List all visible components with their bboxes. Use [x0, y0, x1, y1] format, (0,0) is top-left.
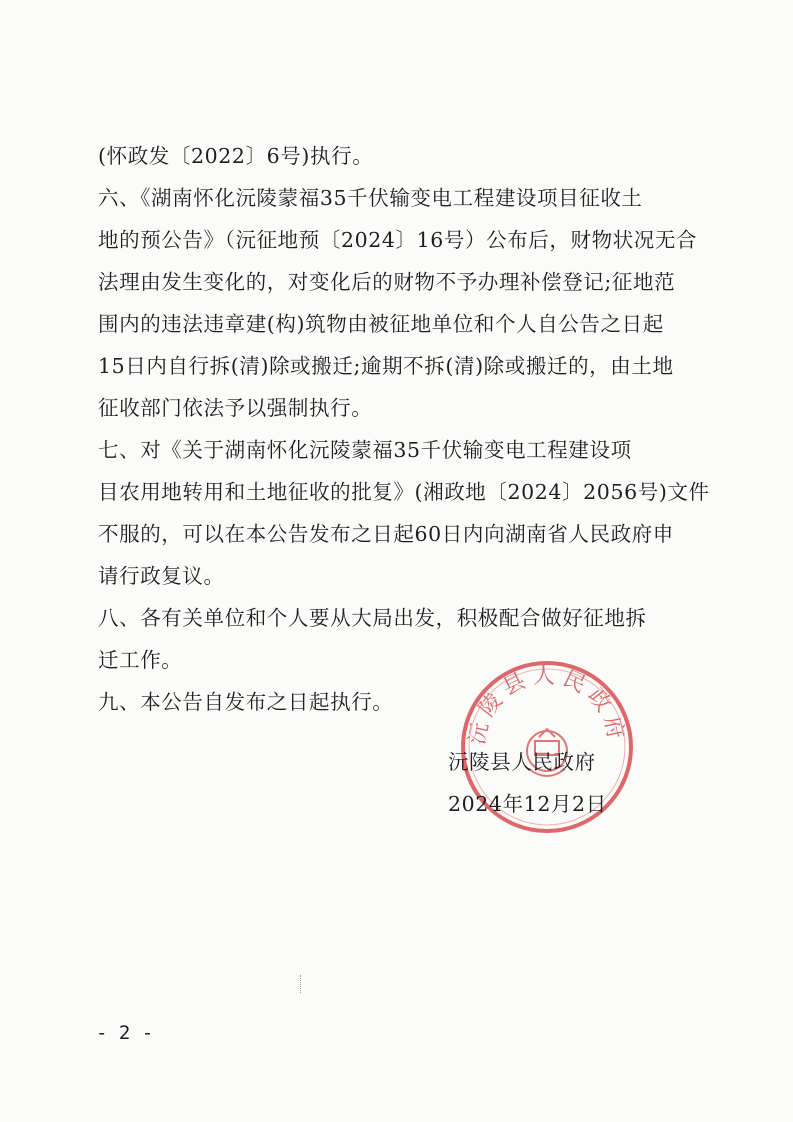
seal-text: 沅陵县人民政府: [464, 664, 630, 748]
scan-mark: [300, 975, 302, 993]
issuer-name: 沅陵县人民政府: [448, 750, 596, 774]
body-line: 六、《湖南怀化沅陵蒙福35千伏输变电工程建设项目征收土: [98, 186, 643, 210]
issue-date: 2024年12月2日: [448, 792, 607, 816]
body-line: 迁工作。: [98, 648, 183, 672]
body-line: 法理由发生变化的，对变化后的财物不予办理补偿登记;征地范: [98, 270, 676, 294]
body-line: 15日内自行拆(清)除或搬迁;逾期不拆(清)除或搬迁的，由土地: [98, 354, 674, 378]
page-number: - 2 -: [96, 1022, 154, 1044]
body-line: 不服的，可以在本公告发布之日起60日内向湖南省人民政府申: [98, 522, 674, 546]
body-line: 请行政复议。: [98, 564, 225, 588]
body-line: 九、本公告自发布之日起执行。: [98, 690, 394, 714]
body-line: 八、各有关单位和个人要从大局出发，积极配合做好征地拆: [98, 606, 647, 630]
body-line: 地的预公告》（沅征地预〔2024〕16号）公布后，财物状况无合: [98, 228, 698, 252]
body-line: 目农用地转用和土地征收的批复》(湘政地〔2024〕2056号)文件: [98, 480, 710, 504]
body-line: 围内的违法违章建(构)筑物由被征地单位和个人自公告之日起: [98, 312, 664, 336]
body-line: (怀政发〔2022〕6号)执行。: [98, 144, 374, 168]
body-line: 七、对《关于湖南怀化沅陵蒙福35千伏输变电工程建设项: [98, 438, 632, 462]
body-line: 征收部门依法予以强制执行。: [98, 396, 373, 420]
